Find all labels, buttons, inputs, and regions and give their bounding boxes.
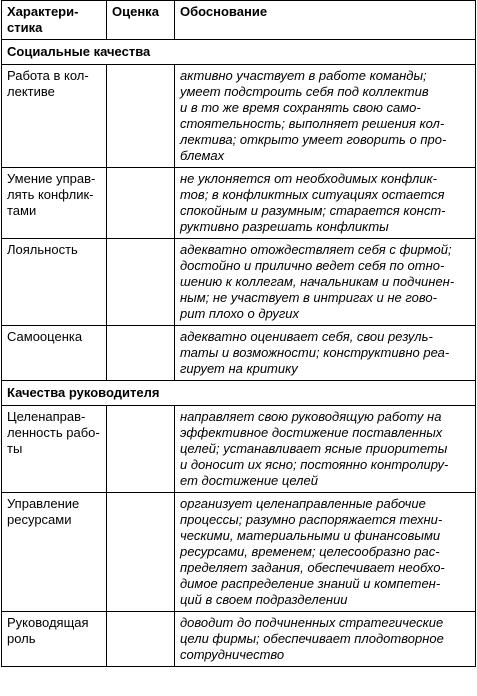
- table-header-row: [2, 1, 476, 40]
- row-characteristic: Работа в кол- лективе: [2, 65, 107, 168]
- row-justification: доводит до подчиненных стратегические цели фирмы; обеспечивает плодотворное сотрудничество: [175, 612, 476, 667]
- table-row: [2, 406, 476, 493]
- row-justification: адекватно оценивает себя, свои резуль- таты и возможности; конструктивно реа- гирует на критику: [175, 326, 476, 381]
- row-justification: не уклоняется от необходимых конфлик- тов; в конфликтных ситуациях остается спокойным и разумным; старается конст- руктивно разрешать конфликты: [175, 168, 476, 239]
- row-score: [107, 65, 175, 168]
- row-score: [107, 168, 175, 239]
- evaluation-table: [1, 0, 476, 667]
- row-characteristic: Руководящая роль: [2, 612, 107, 667]
- row-score: [107, 406, 175, 493]
- table-row: [2, 168, 476, 239]
- table-row: [2, 493, 476, 612]
- row-justification: активно участвует в работе команды; умеет подстроить себя под коллектив и в то же время сохранять свою само- стоятельность; выполняет решения кол- лектива; открыто умеет говорить о про- блемах: [175, 65, 476, 168]
- row-characteristic: Управление ресурсами: [2, 493, 107, 612]
- row-characteristic: Лояльность: [2, 239, 107, 326]
- row-score: [107, 493, 175, 612]
- table-row: [2, 239, 476, 326]
- header-justification: Обоснование: [175, 1, 476, 40]
- row-justification: адекватно отождествляет себя с фирмой; достойно и прилично ведет себя по отно- шению к коллегам, начальникам и подчинен- ным; не участвует в интригах и не гово- рит плохо о других: [175, 239, 476, 326]
- row-score: [107, 239, 175, 326]
- section-row-social: [2, 40, 476, 65]
- table-row: [2, 65, 476, 168]
- header-characteristic: Характери- стика: [2, 1, 107, 40]
- row-characteristic: Целенаправ- ленность рабо- ты: [2, 406, 107, 493]
- row-justification: направляет свою руководящую работу на эффективное достижение поставленных целей; устанавливает ясные приоритеты и доносит их ясно; постоянно контролиру- ет достижение целей: [175, 406, 476, 493]
- row-score: [107, 612, 175, 667]
- header-score: Оценка: [107, 1, 175, 40]
- section-title: Социальные качества: [2, 40, 476, 65]
- section-title: Качества руководителя: [2, 381, 476, 406]
- row-justification: организует целенаправленные рабочие процессы; разумно распоряжается техни- ческими, материальными и финансовыми ресурсами, временем; целесообразно рас- пределяет задания, обеспечивает необхо- димое распределение знаний и компетен- ций в своем подразделении: [175, 493, 476, 612]
- table-row: [2, 326, 476, 381]
- section-row-leadership: [2, 381, 476, 406]
- row-characteristic: Самооценка: [2, 326, 107, 381]
- row-characteristic: Умение управ- лять конфлик- тами: [2, 168, 107, 239]
- row-score: [107, 326, 175, 381]
- table-row: [2, 612, 476, 667]
